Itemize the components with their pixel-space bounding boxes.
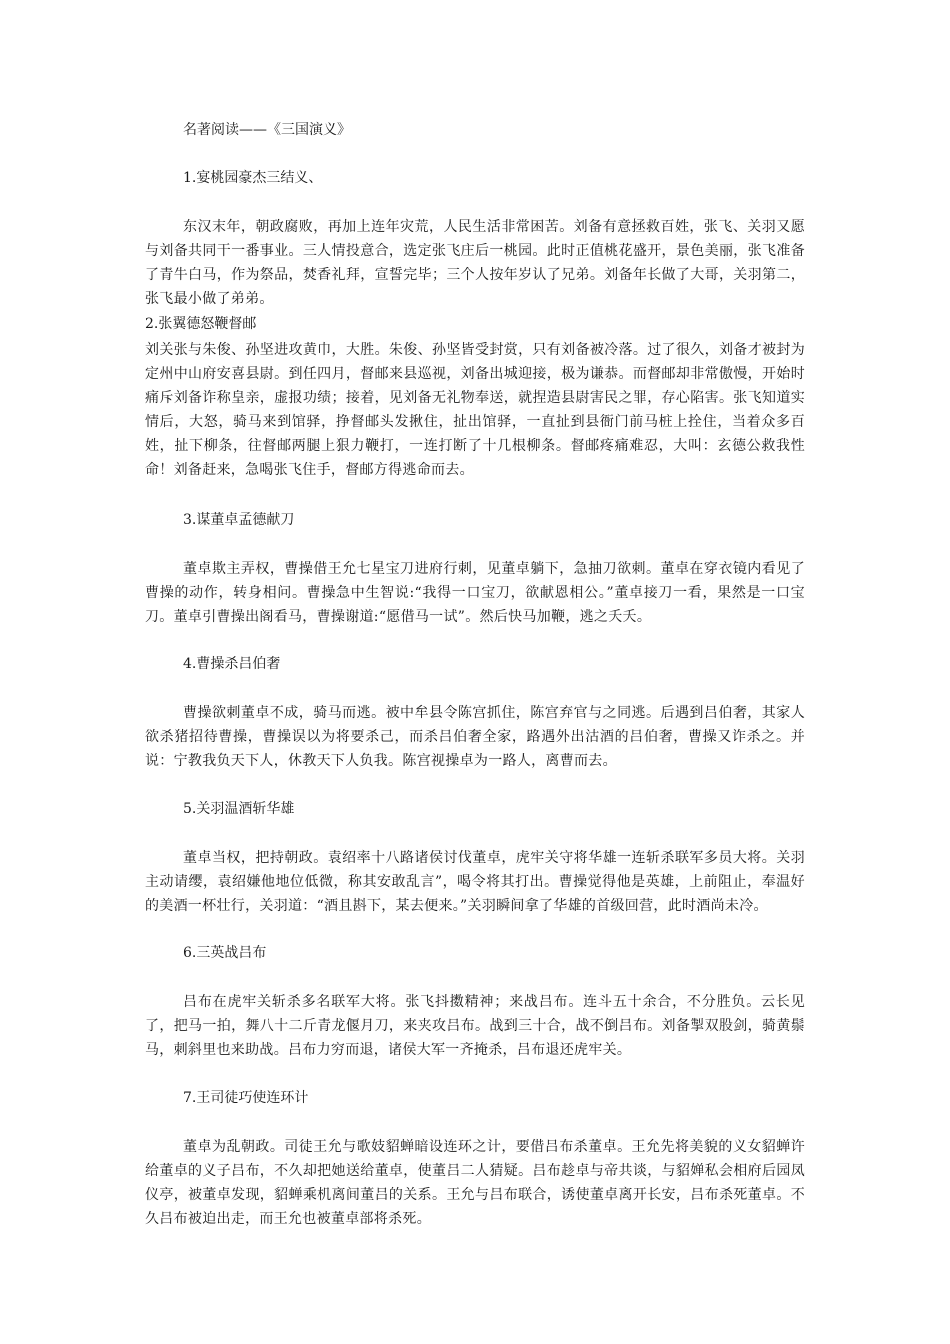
section-heading-4: 4.曹操杀吕伯奢 bbox=[183, 656, 281, 672]
section-heading-7: 7.王司徒巧使连环计 bbox=[183, 1090, 309, 1106]
section-body-5: 董卓当权，把持朝政。袁绍率十八路诸侯讨伐董卓，虎牢关守将华雄一连斩杀联军多员大将。关羽主动请缨，袁绍嫌他地位低微，称其安敢乱言”，喝令将其打出。曹操觉得他是英雄，上前阻止，奉温好的美酒一杯壮行，关羽道：“酒且斟下，某去便来。”关羽瞬间拿了华雄的首级回营，此时酒尚未冷。 bbox=[145, 850, 805, 914]
section-heading-5: 5.关羽温酒斩华雄 bbox=[183, 801, 295, 817]
section-body-4: 曹操欲刺董卓不成，骑马而逃。被中牟县令陈宫抓住，陈宫弃官与之同逃。后遇到吕伯奢，其家人欲杀猪招待曹操，曹操误以为将要杀己，而杀吕伯奢全家，路遇外出沽酒的吕伯奢，曹操又诈杀之。并说：宁教我负天下人，休教天下人负我。陈宫视操卓为一路人，离曹而去。 bbox=[145, 705, 805, 769]
section-heading-3: 3.谋董卓孟德献刀 bbox=[183, 512, 295, 528]
section-heading-6: 6.三英战吕布 bbox=[183, 945, 267, 961]
section-heading-1: 1.宴桃园豪杰三结义、 bbox=[183, 170, 323, 186]
section-heading-2: 2.张翼德怒鞭督邮 bbox=[145, 316, 257, 332]
section-body-7: 董卓为乱朝政。司徒王允与歌妓貂蝉暗设连环之计，要借吕布杀董卓。王允先将美貌的义女貂蝉许给董卓的义子吕布，不久却把她送给董卓，使董吕二人猜疑。吕布趁卓与帝共谈，与貂婵私会相府后园凤仪亭，被董卓发现，貂蝉乘机离间董吕的关系。王允与吕布联合，诱使董卓离开长安，吕布杀死董卓。不久吕布被迫出走，而王允也被董卓部将杀死。 bbox=[145, 1139, 805, 1227]
section-body-2: 刘关张与朱俊、孙坚进攻黄巾，大胜。朱俊、孙坚皆受封赏，只有刘备被冷落。过了很久，刘备才被封为定州中山府安喜县尉。到任四月，督邮来县巡视，刘备出城迎接，极为谦恭。而督邮却非常傲慢，开始时痛斥刘备诈称皇亲，虚报功绩；接着，见刘备无礼物奉送，就捏造县尉害民之罪，存心陷害。张飞知道实情后，大怒，骑马来到馆驿，挣督邮头发揪住，扯出馆驿，一直扯到县衙门前马桩上拴住，当着众多百姓，扯下柳条，往督邮两腿上狠力鞭打，一连打断了十几根柳条。督邮疼痛难忍，大叫：玄德公救我性命！刘备赶来，急喝张飞住手，督邮方得逃命而去。 bbox=[145, 342, 805, 478]
section-body-6: 吕布在虎牢关斩杀多名联军大将。张飞抖擞精神；来战吕布。连斗五十余合，不分胜负。云长见了，把马一拍，舞八十二斤青龙偃月刀，来夹攻吕布。战到三十合，战不倒吕布。刘备掣双股剑，骑黄鬃马，刺斜里也来助战。吕布力穷而退，诸侯大军一齐掩杀，吕布退还虎牢关。 bbox=[145, 994, 805, 1058]
document-title: 名著阅读——《三国演义》 bbox=[183, 122, 351, 138]
section-body-3: 董卓欺主弄权，曹操借王允七星宝刀进府行刺，见董卓躺下，急抽刀欲刺。董卓在穿衣镜内看见了曹操的动作，转身相问。曹操急中生智说:“我得一口宝刀，欲献恩相公。”董卓接刀一看，果然是一口宝刀。董卓引曹操出阁看马，曹操谢道:“愿借马一试”。然后快马加鞭，逃之夭夭。 bbox=[145, 561, 805, 625]
section-body-1: 东汉末年，朝政腐败，再加上连年灾荒，人民生活非常困苦。刘备有意拯救百姓，张飞、关羽又愿与刘备共同干一番事业。三人情投意合，选定张飞庄后一桃园。此时正值桃花盛开，景色美丽，张飞准备了青牛白马，作为祭品，焚香礼拜，宣誓完毕；三个人按年岁认了兄弟。刘备年长做了大哥，关羽第二，张飞最小做了弟弟。 bbox=[145, 219, 805, 307]
